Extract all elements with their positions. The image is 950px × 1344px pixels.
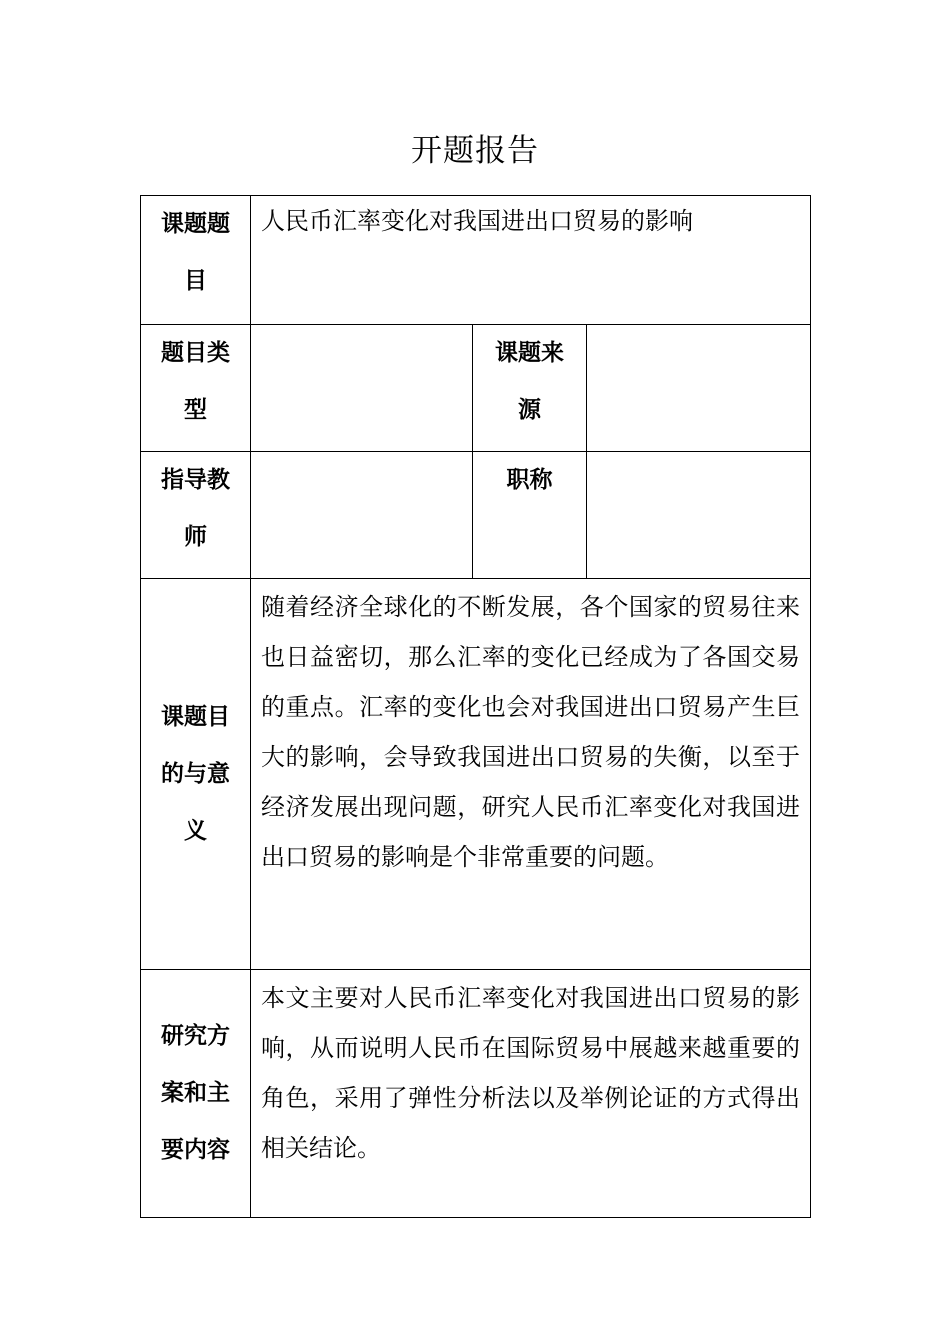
plan-cell [251,970,811,1218]
plan-text: 本文主要对人民币汇率变化对我国进出口贸易的影响，从而说明人民币在国际贸易中展越来越重要的角色，采用了弹性分析法以及举例论证的方式得出相关结论。 [261,984,800,1162]
table-row [141,970,811,1218]
purpose-cell [251,579,811,970]
source-value [587,325,811,452]
topic-value: 人民币汇率变化对我国进出口贸易的影响 [251,196,811,325]
source-label: 课题来源 [473,325,587,452]
report-table [140,195,811,1218]
purpose-label: 课题目的与意义 [141,579,251,970]
rank-label: 职称 [473,452,587,579]
rank-value [587,452,811,579]
table-row [141,196,811,325]
table-row [141,325,811,452]
table-row [141,579,811,970]
plan-label: 研究方案和主要内容 [141,970,251,1218]
advisor-value [251,452,473,579]
page-title: 开题报告 [411,133,539,169]
table-row [141,452,811,579]
type-label: 题目类型 [141,325,251,452]
purpose-text: 随着经济全球化的不断发展，各个国家的贸易往来也日益密切，那么汇率的变化已经成为了各国交易的重点。汇率的变化也会对我国进出口贸易产生巨大的影响，会导致我国进出口贸易的失衡，以至于经济发展出现问题，研究人民币汇率变化对我国进出口贸易的影响是个非常重要的问题。 [261,593,800,871]
type-value [251,325,473,452]
advisor-label: 指导教师 [141,452,251,579]
topic-label: 课题题目 [141,196,251,325]
